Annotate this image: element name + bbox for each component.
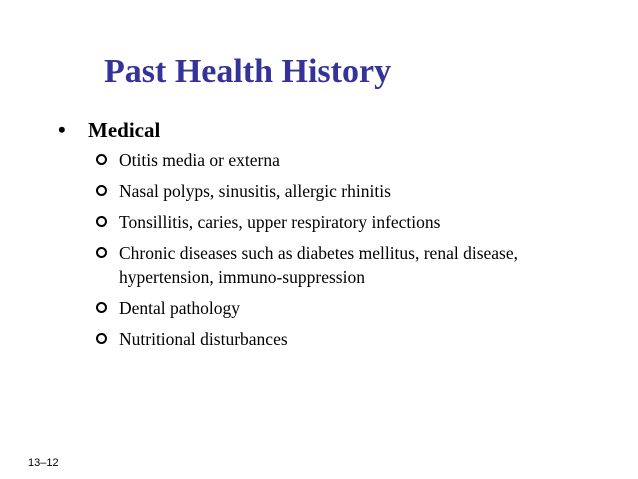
section-label: Medical [88,118,161,142]
list-item [95,179,615,203]
list-item-text: Otitis media or externa [119,150,280,170]
list-item [95,148,615,172]
bullet-dot-icon: • [58,117,66,142]
ring-bullet-icon [96,333,107,344]
list-item-text: Dental pathology [119,298,241,318]
list-item-text: Chronic diseases such as diabetes mellitus, renal disease, hypertension, immuno-suppression [119,243,518,287]
list-item [95,210,615,234]
ring-bullet-icon [96,154,107,165]
list-item [95,241,615,289]
list-item-text: Nutritional disturbances [119,329,288,349]
slide-title: Past Health History [104,53,392,90]
medical-history-list [95,148,615,358]
list-item [95,296,615,320]
ring-bullet-icon [96,185,107,196]
page-number: 13–12 [28,457,59,469]
ring-bullet-icon [96,302,107,313]
ring-bullet-icon [96,216,107,227]
ring-bullet-icon [96,247,107,258]
list-item [95,327,615,351]
list-item-text: Nasal polyps, sinusitis, allergic rhinitis [119,181,391,201]
list-item-text: Tonsillitis, caries, upper respiratory infections [119,212,441,232]
